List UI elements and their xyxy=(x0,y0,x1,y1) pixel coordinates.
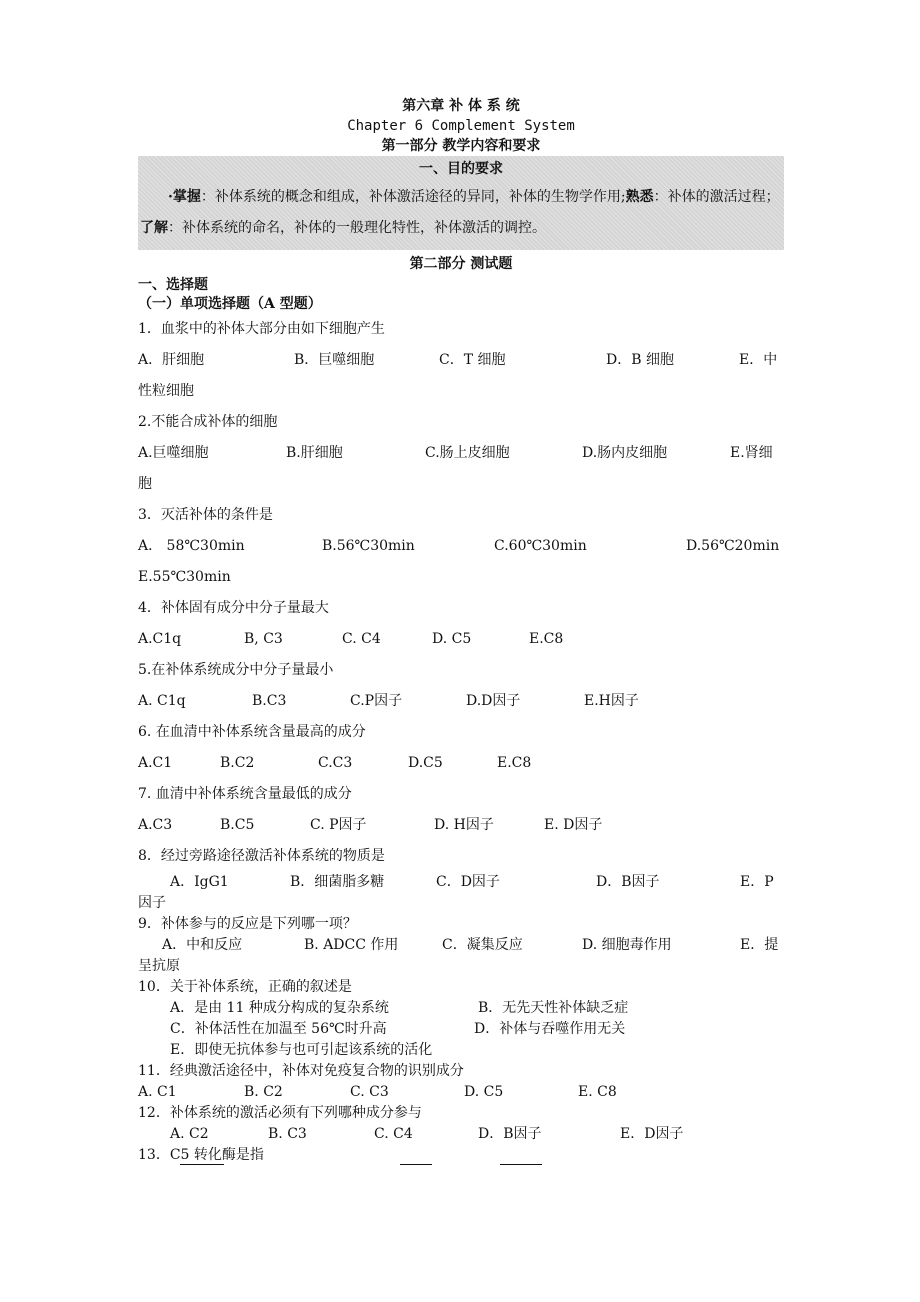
options-7 xyxy=(138,810,784,841)
answer-blank xyxy=(400,1164,432,1165)
underline-mark xyxy=(180,1164,224,1165)
master-label: 掌握 xyxy=(172,189,201,205)
option: B.肝细胞 xyxy=(286,445,343,461)
part2-heading: 第二部分 测试题 xyxy=(409,256,513,272)
understand-text: ：补体系统的命名，补体的一般理化特性，补体激活的调控。 xyxy=(168,220,546,236)
option: A. C1q xyxy=(138,693,186,709)
option: E.肾细 xyxy=(730,445,773,461)
option: B.C5 xyxy=(220,817,255,833)
option: D.C5 xyxy=(408,755,443,771)
option: D. C5 xyxy=(432,631,472,647)
option: E.C8 xyxy=(497,755,532,771)
option: B．巨噬细胞 xyxy=(294,352,375,368)
option: C. C3 xyxy=(350,1084,389,1100)
objectives-body xyxy=(138,180,784,244)
options-10b xyxy=(138,1019,784,1040)
option: E．中 xyxy=(739,352,778,368)
option: C．D因子 xyxy=(436,874,500,890)
option: A. C2 xyxy=(170,1126,209,1142)
option: A．中和反应 xyxy=(162,937,243,953)
option: B. C2 xyxy=(244,1084,283,1100)
option-continuation: 因子 xyxy=(138,895,166,911)
question-7: 7. 血清中补体系统含量最低的成分 xyxy=(138,786,352,802)
option: D. 细胞毒作用 xyxy=(582,937,672,953)
options-6 xyxy=(138,748,784,779)
options-10a xyxy=(138,998,784,1019)
option: B.56℃30min xyxy=(322,538,415,554)
option: D.D因子 xyxy=(466,693,521,709)
document-page xyxy=(138,96,784,1169)
option: C.C3 xyxy=(318,755,353,771)
options-3 xyxy=(138,531,784,562)
option: A.巨噬细胞 xyxy=(138,445,209,461)
options-9 xyxy=(138,935,784,956)
answer-blank xyxy=(500,1164,542,1165)
objectives-box xyxy=(138,156,784,250)
chapter-title-en: Chapter 6 Complement System xyxy=(347,118,575,134)
question-4: 4．补体固有成分中分子量最大 xyxy=(138,600,329,616)
question-1: 1．血浆中的补体大部分由如下细胞产生 xyxy=(138,321,385,337)
option: B, C3 xyxy=(244,631,283,647)
option: C.肠上皮细胞 xyxy=(425,445,510,461)
option: B.C2 xyxy=(220,755,255,771)
option: C. P因子 xyxy=(310,817,367,833)
option: D.56℃20min xyxy=(686,538,780,554)
option: C.60℃30min xyxy=(494,538,587,554)
option: C.P因子 xyxy=(350,693,403,709)
option: B. ADCC 作用 xyxy=(304,937,399,953)
option: D．补体与吞噬作用无关 xyxy=(474,1021,626,1037)
option: A.C1 xyxy=(138,755,173,771)
question-9: 9．补体参与的反应是下列哪一项？ xyxy=(138,916,357,932)
option-continuation: E.55℃30min xyxy=(138,569,231,585)
option: E．提 xyxy=(740,937,779,953)
understand-label: 了解 xyxy=(140,220,168,236)
question-2: 2.不能合成补体的细胞 xyxy=(138,414,278,430)
master-text: ：补体系统的概念和组成，补体激活途径的异同，补体的生物学作用; xyxy=(200,189,626,205)
subsection-heading: （一）单项选择题（A 型题） xyxy=(138,296,322,312)
option-continuation: 呈抗原 xyxy=(138,958,180,974)
option: D．B因子 xyxy=(478,1126,542,1142)
question-13: 13．C5 转化酶是指 xyxy=(138,1147,264,1163)
chapter-title-cn: 第六章 补 体 系 统 xyxy=(402,98,520,114)
question-5: 5.在补体系统成分中分子量最小 xyxy=(138,662,334,678)
option: B.C3 xyxy=(252,693,287,709)
option: D．B因子 xyxy=(596,874,660,890)
options-1 xyxy=(138,345,784,376)
section-heading: 一、选择题 xyxy=(138,277,208,293)
option: C．补体活性在加温至 56℃时升高 xyxy=(170,1021,387,1037)
question-6: 6. 在血清中补体系统含量最高的成分 xyxy=(138,724,366,740)
option: C．凝集反应 xyxy=(442,937,523,953)
option-continuation: 性粒细胞 xyxy=(138,383,194,399)
question-3: 3．灭活补体的条件是 xyxy=(138,507,273,523)
option: D. H因子 xyxy=(434,817,494,833)
options-2 xyxy=(138,438,784,469)
option: B．细菌脂多糖 xyxy=(290,874,385,890)
option: B. C3 xyxy=(268,1126,307,1142)
option-continuation: E．即使无抗体参与也可引起该系统的活化 xyxy=(170,1042,433,1058)
option: E．P xyxy=(740,874,774,890)
option: A．IgG1 xyxy=(170,874,229,890)
option: A.C1q xyxy=(138,631,182,647)
option: A. C1 xyxy=(138,1084,177,1100)
option: C. C4 xyxy=(342,631,381,647)
options-8 xyxy=(138,872,784,893)
familiar-text: ：补体的激活过程； xyxy=(653,189,780,205)
option-continuation: 胞 xyxy=(138,476,152,492)
options-12 xyxy=(138,1124,784,1145)
options-4 xyxy=(138,624,784,655)
option: E.H因子 xyxy=(584,693,639,709)
option: A．肝细胞 xyxy=(138,352,205,368)
question-12: 12．补体系统的激活必须有下列哪种成分参与 xyxy=(138,1105,422,1121)
option: E. C8 xyxy=(578,1084,617,1100)
option: A． 58℃30min xyxy=(138,538,245,554)
question-11: 11．经典激活途径中，补体对免疫复合物的识别成分 xyxy=(138,1063,464,1079)
objectives-title: 一、目的要求 xyxy=(419,161,503,177)
option: E. D因子 xyxy=(544,817,603,833)
familiar-label: 熟悉 xyxy=(625,189,654,205)
options-5 xyxy=(138,686,784,717)
option: E.C8 xyxy=(529,631,564,647)
option: D.肠内皮细胞 xyxy=(582,445,668,461)
option: A.C3 xyxy=(138,817,173,833)
bullet: · xyxy=(168,189,173,205)
part1-heading: 第一部分 教学内容和要求 xyxy=(381,138,541,154)
question-8: 8．经过旁路途径激活补体系统的物质是 xyxy=(138,848,385,864)
option: D．B 细胞 xyxy=(606,352,674,368)
option: B．无先天性补体缺乏症 xyxy=(478,1000,629,1016)
question-13-row xyxy=(138,1145,784,1169)
option: E．D因子 xyxy=(620,1126,684,1142)
question-10: 10．关于补体系统，正确的叙述是 xyxy=(138,979,352,995)
option: C．T 细胞 xyxy=(439,352,506,368)
option: A．是由 11 种成分构成的复杂系统 xyxy=(170,1000,389,1016)
option: D. C5 xyxy=(464,1084,504,1100)
options-11 xyxy=(138,1082,784,1103)
option: C. C4 xyxy=(374,1126,413,1142)
